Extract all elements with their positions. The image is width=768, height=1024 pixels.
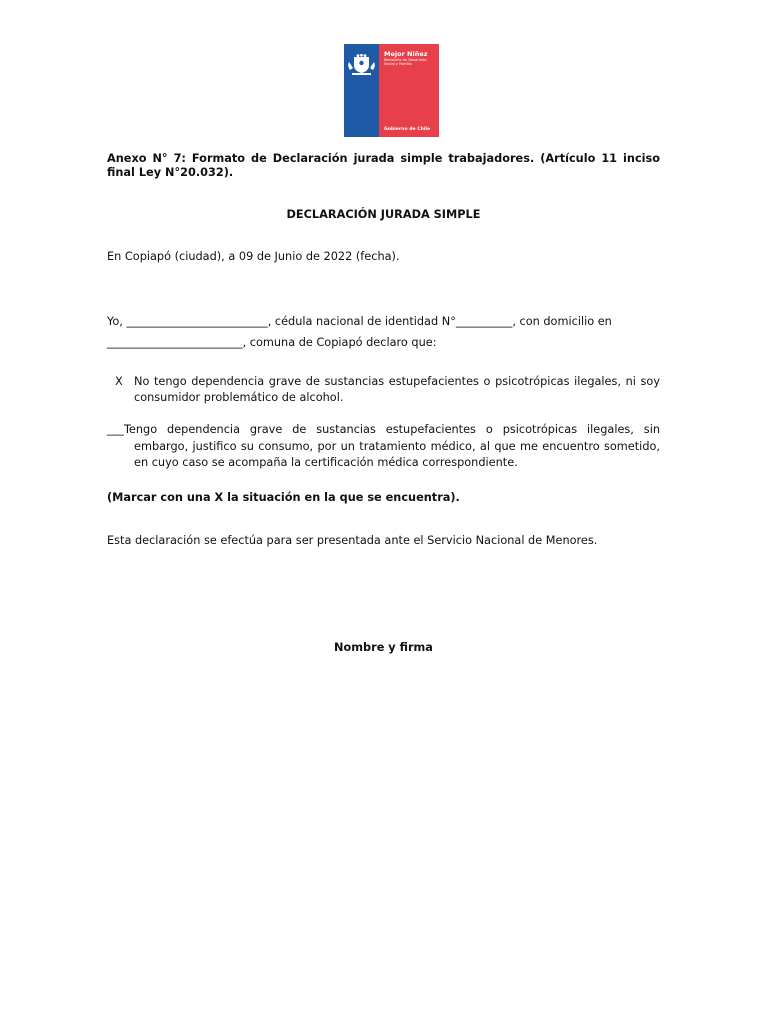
- option-dependency: [107, 422, 660, 472]
- declarant-line-1: Yo, _________________________, cédula nacional de identidad N°__________, con domicilio en: [107, 315, 612, 328]
- option-2-rest: embargo, justifico su consumo, por un tratamiento médico, al que me encuentro sometido, en cuyo caso se acompaña la certificación médica correspondiente.: [134, 439, 660, 469]
- chile-coat-of-arms-icon: [346, 54, 377, 76]
- place-date: En Copiapó (ciudad), a 09 de Junio de 2022 (fecha).: [107, 250, 400, 263]
- option-1-line1: No tengo dependencia grave de sustancias estupefacientes o psicotrópicas ilegales, ni soy: [134, 375, 660, 388]
- annex-title-line1: Anexo N° 7: Formato de Declaración jurada simple trabajadores. (Artículo 11 inciso: [107, 152, 660, 165]
- option-1-mark: X: [115, 375, 123, 388]
- option-no-dependency: [115, 374, 660, 405]
- option-1-first-line: [115, 374, 660, 390]
- signature-label: Nombre y firma: [334, 641, 433, 654]
- document-heading: DECLARACIÓN JURADA SIMPLE: [286, 208, 481, 221]
- purpose: Esta declaración se efectúa para ser presentada ante el Servicio Nacional de Menores.: [107, 534, 598, 547]
- declarant-line-2: ________________________, comuna de Copiapó declaro que:: [107, 336, 437, 349]
- option-2-line1: ___Tengo dependencia grave de sustancias estupefacientes o psicotrópicas ilegales, sin: [107, 423, 660, 436]
- logo-footer: Gobierno de Chile: [384, 127, 431, 132]
- logo-red-band: [379, 44, 439, 137]
- logo-blue-band: [344, 44, 379, 137]
- logo-title: Mejor Niñez: [384, 50, 428, 58]
- annex-title: [107, 152, 660, 180]
- instruction: (Marcar con una X la situación en la que se encuentra).: [107, 491, 460, 504]
- logo-subtitle: Ministerio de Desarrollo Social y Familia: [384, 58, 427, 67]
- mejor-ninez-logo: [344, 44, 439, 137]
- annex-title-line2: final Ley N°20.032).: [107, 166, 234, 179]
- option-1-line2: consumidor problemático de alcohol.: [134, 390, 344, 404]
